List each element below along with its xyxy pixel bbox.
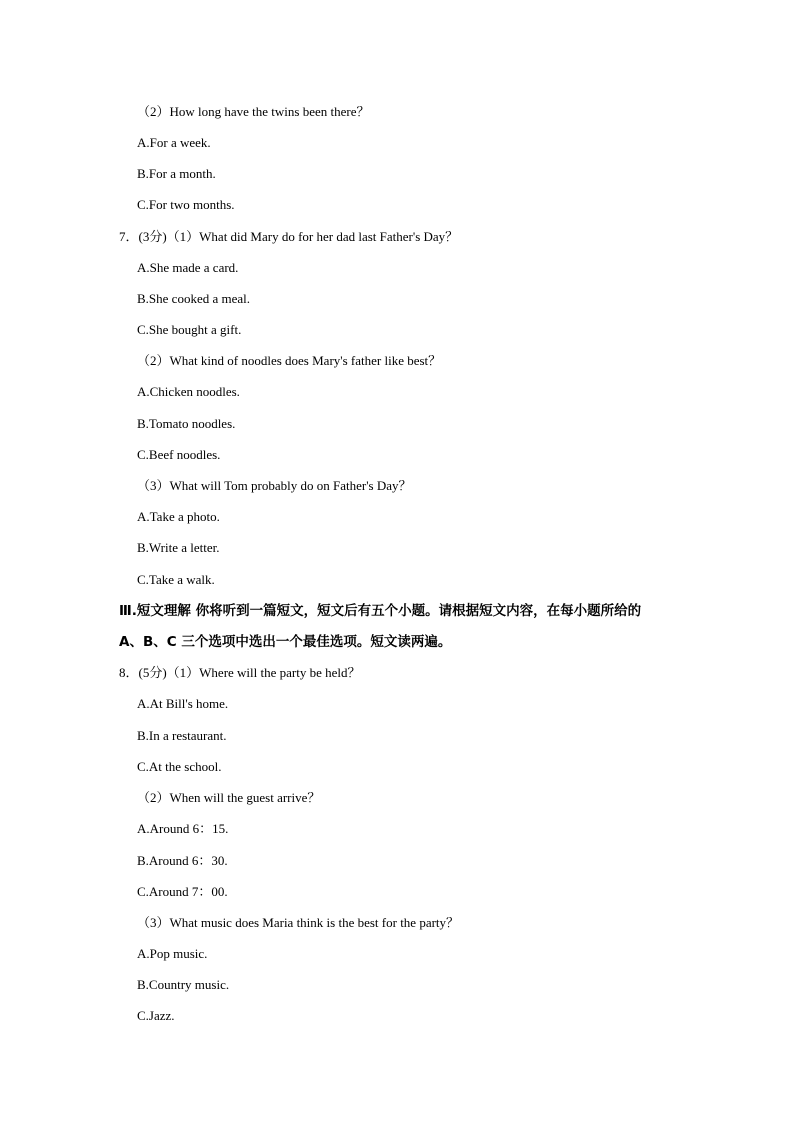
q8-sub1-option-b: B.In a restaurant. — [137, 728, 227, 743]
q7-header: 7．(3分)（1）What did Mary do for her dad last Father's Day？ — [119, 229, 459, 244]
q8-sub2-option-a: A.Around 6：15. — [137, 821, 229, 836]
q8-sub1-option-a: A.At Bill's home. — [137, 696, 229, 711]
q7-sub3-question: （3）What will Tom probably do on Father's Day？ — [137, 478, 412, 493]
q7-sub2-question: （2）What kind of noodles does Mary's father like best？ — [137, 353, 442, 368]
q6-sub2-question: （2）How long have the twins been there？ — [137, 104, 370, 119]
q7-sub2-option-b: B.Tomato noodles. — [137, 416, 236, 431]
q8-sub3-option-b: B.Country music. — [137, 977, 230, 992]
q8-sub1-option-c: C.At the school. — [137, 759, 222, 774]
q8-sub3-option-a: A.Pop music. — [137, 946, 208, 961]
section3-instruction-line2: A、B、C 三个选项中选出一个最佳选项。短文读两遍。 — [119, 634, 452, 650]
q7-sub1-option-c: C.She bought a gift. — [137, 322, 242, 337]
q7-sub3-option-b: B.Write a letter. — [137, 540, 220, 555]
q7-sub1-option-b: B.She cooked a meal. — [137, 291, 250, 306]
q8-sub3-question: （3）What music does Maria think is the best for the party？ — [137, 915, 460, 930]
section3-instruction-line1: Ⅲ.短文理解 你将听到一篇短文，短文后有五个小题。请根据短文内容，在每小题所给的 — [119, 603, 642, 619]
q8-sub3-option-c: C.Jazz. — [137, 1008, 175, 1023]
q7-sub1-option-a: A.She made a card. — [137, 260, 239, 275]
q8-sub2-question: （2）When will the guest arrive？ — [137, 790, 321, 805]
q7-sub3-option-c: C.Take a walk. — [137, 572, 215, 587]
q7-sub2-option-c: C.Beef noodles. — [137, 447, 221, 462]
q7-sub2-option-a: A.Chicken noodles. — [137, 384, 240, 399]
q7-sub3-option-a: A.Take a photo. — [137, 509, 220, 524]
q6-sub2-option-b: B.For a month. — [137, 166, 216, 181]
q6-sub2-option-a: A.For a week. — [137, 135, 211, 150]
q6-sub2-option-c: C.For two months. — [137, 197, 235, 212]
q8-sub2-option-b: B.Around 6：30. — [137, 853, 228, 868]
q8-header: 8．(5分)（1）Where will the party be held？ — [119, 665, 361, 680]
q8-sub2-option-c: C.Around 7：00. — [137, 884, 228, 899]
